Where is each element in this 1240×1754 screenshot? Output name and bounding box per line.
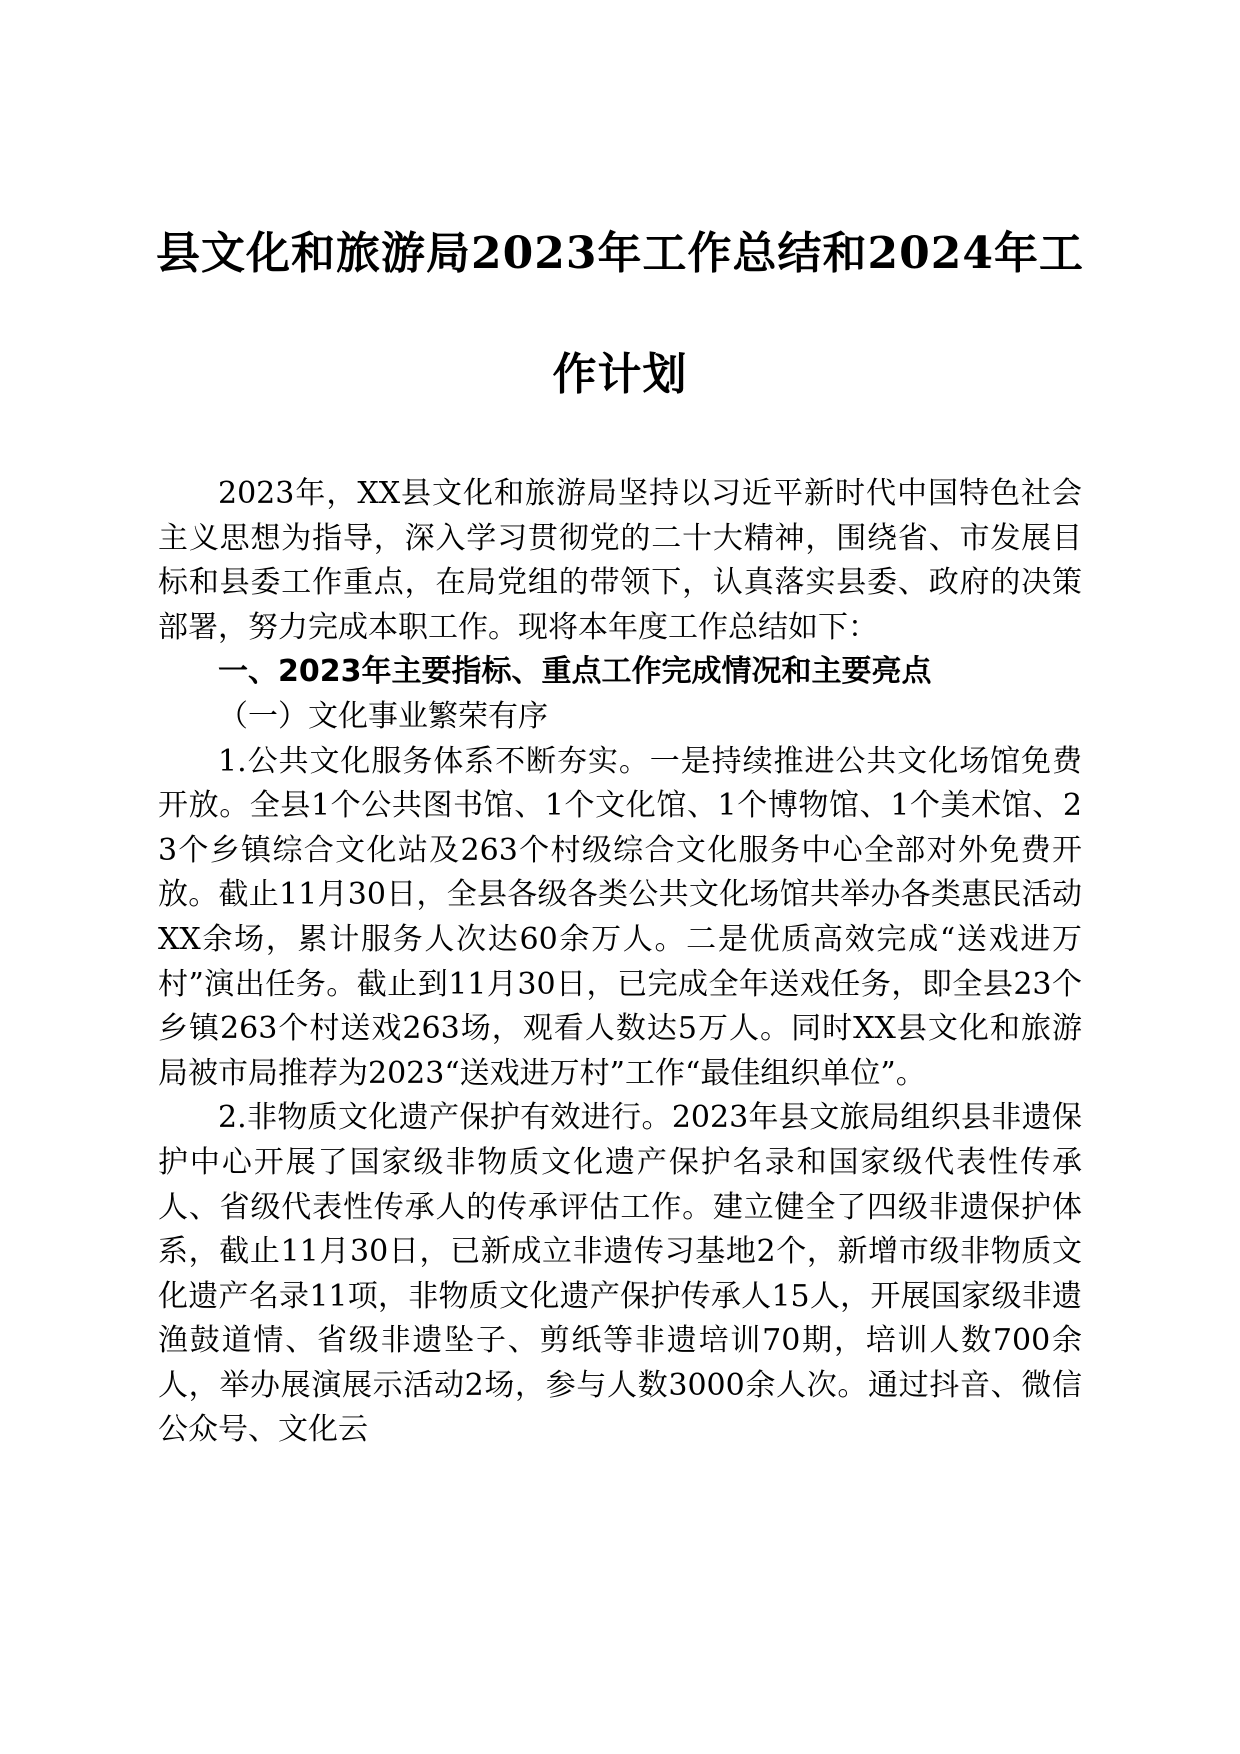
document-title-line-1: 县文化和旅游局2023年工作总结和2024年工	[156, 228, 1084, 279]
document-title-line-2: 作计划	[552, 349, 688, 400]
section-heading: 一、2023年主要指标、重点工作完成情况和主要亮点	[218, 654, 932, 690]
subsection-heading: （一）文化事业繁荣有序	[218, 698, 548, 734]
item-paragraph-2: 2.非物质文化遗产保护有效进行。2023年县文旅局组织县非遗保护中心开展了国家级非物质文化遗产保护名录和国家级代表性传承人、省级代表性传承人的传承评估工作。建立健全了四级非遗保护体系，截止11月30日，已新成立非遗传习基地2个，新增市级非物质文化遗产名录11项，非物质文化遗产保护传承人15人，开展国家级非遗渔鼓道情、省级非遗坠子、剪纸等非遗培训70期，培训人数700余人，举办展演展示活动2场，参与人数3000余人次。通过抖音、微信公众号、文化云	[158, 1100, 1082, 1448]
item-paragraph-1: 1.公共文化服务体系不断夯实。一是持续推进公共文化场馆免费开放。全县1个公共图书馆、1个文化馆、1个博物馆、1个美术馆、23个乡镇综合文化站及263个村级综合文化服务中心全部对外免费开放。截止11月30日，全县各级各类公共文化场馆共举办各类惠民活动XX余场，累计服务人次达60余万人。二是优质高效完成“送戏进万村”演出任务。截止到11月30日，已完成全年送戏任务，即全县23个乡镇263个村送戏263场，观看人数达5万人。同时XX县文化和旅游局被市局推荐为2023“送戏进万村”工作“最佳组织单位”。	[158, 743, 1082, 1091]
intro-paragraph: 2023年，XX县文化和旅游局坚持以习近平新时代中国特色社会主义思想为指导，深入学习贯彻党的二十大精神，围绕省、市发展目标和县委工作重点，在局党组的带领下，认真落实县委、政府的决策部署，努力完成本职工作。现将本年度工作总结如下：	[158, 476, 1082, 645]
document-body	[158, 472, 1082, 1453]
